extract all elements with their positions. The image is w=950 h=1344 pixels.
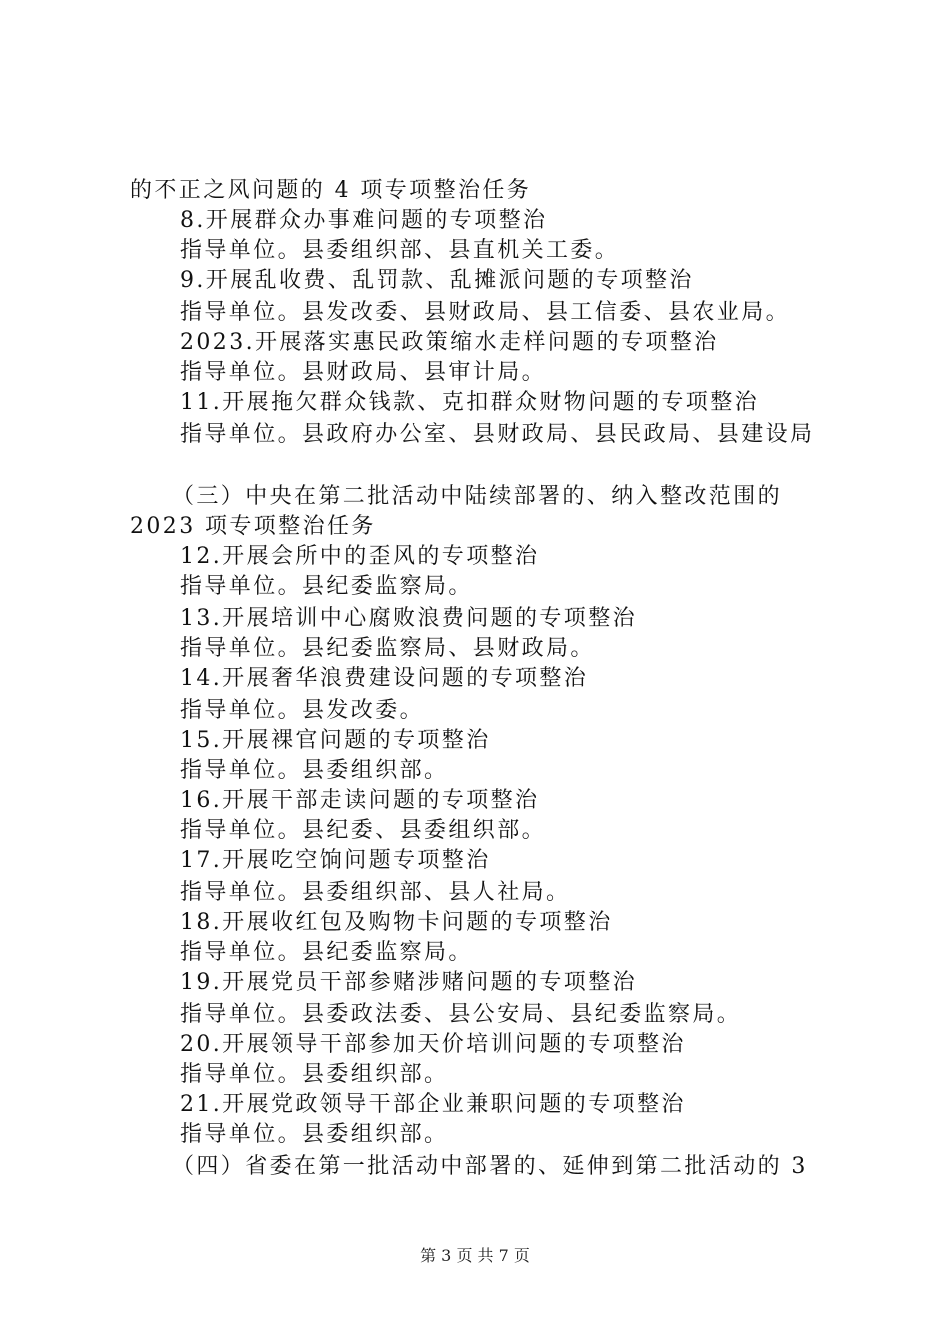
item-heading: 12.开展会所中的歪风的专项整治	[180, 544, 540, 569]
guidance-line: 指导单位。县纪委监察局。	[180, 940, 473, 965]
page-footer: 第 3 页 共 7 页	[420, 1246, 530, 1265]
guidance-line: 指导单位。县政府办公室、县财政局、县民政局、县建设局	[180, 422, 815, 447]
item-heading: 15.开展裸官问题的专项整治	[180, 728, 491, 753]
item-heading: 19.开展党员干部参赌涉赌问题的专项整治	[180, 970, 637, 995]
item-heading: 14.开展奢华浪费建设问题的专项整治	[180, 666, 589, 691]
item-heading: 16.开展干部走读问题的专项整治	[180, 788, 540, 813]
item-heading: 20.开展领导干部参加天价培训问题的专项整治	[180, 1032, 686, 1057]
section-heading: （三）中央在第二批活动中陆续部署的、纳入整改范围的	[172, 484, 783, 509]
item-heading: 8.开展群众办事难问题的专项整治	[180, 208, 548, 233]
guidance-line: 指导单位。县委组织部。	[180, 758, 449, 783]
section-heading-cont: 2023 项专项整治任务	[130, 514, 376, 539]
item-heading: 18.开展收红包及购物卡问题的专项整治	[180, 910, 613, 935]
guidance-line: 指导单位。县纪委监察局。	[180, 574, 473, 599]
text-line: 的不正之风问题的 4 项专项整治任务	[130, 178, 532, 203]
guidance-line: 指导单位。县财政局、县审计局。	[180, 360, 547, 385]
section-heading: （四）省委在第一批活动中部署的、延伸到第二批活动的 3	[172, 1154, 808, 1179]
guidance-line: 指导单位。县委组织部、县直机关工委。	[180, 238, 620, 263]
guidance-line: 指导单位。县发改委、县财政局、县工信委、县农业局。	[180, 300, 791, 325]
guidance-line: 指导单位。县纪委监察局、县财政局。	[180, 636, 595, 661]
guidance-line: 指导单位。县纪委、县委组织部。	[180, 818, 547, 843]
guidance-line: 指导单位。县委组织部。	[180, 1122, 449, 1147]
item-heading: 11.开展拖欠群众钱款、克扣群众财物问题的专项整治	[180, 390, 759, 415]
item-heading: 17.开展吃空饷问题专项整治	[180, 848, 491, 873]
guidance-line: 指导单位。县委组织部、县人社局。	[180, 880, 571, 905]
item-heading: 9.开展乱收费、乱罚款、乱摊派问题的专项整治	[180, 268, 694, 293]
item-heading: 2023.开展落实惠民政策缩水走样问题的专项整治	[180, 330, 719, 355]
guidance-line: 指导单位。县发改委。	[180, 698, 425, 723]
guidance-line: 指导单位。县委组织部。	[180, 1062, 449, 1087]
item-heading: 13.开展培训中心腐败浪费问题的专项整治	[180, 606, 637, 631]
item-heading: 21.开展党政领导干部企业兼职问题的专项整治	[180, 1092, 686, 1117]
guidance-line: 指导单位。县委政法委、县公安局、县纪委监察局。	[180, 1002, 742, 1027]
